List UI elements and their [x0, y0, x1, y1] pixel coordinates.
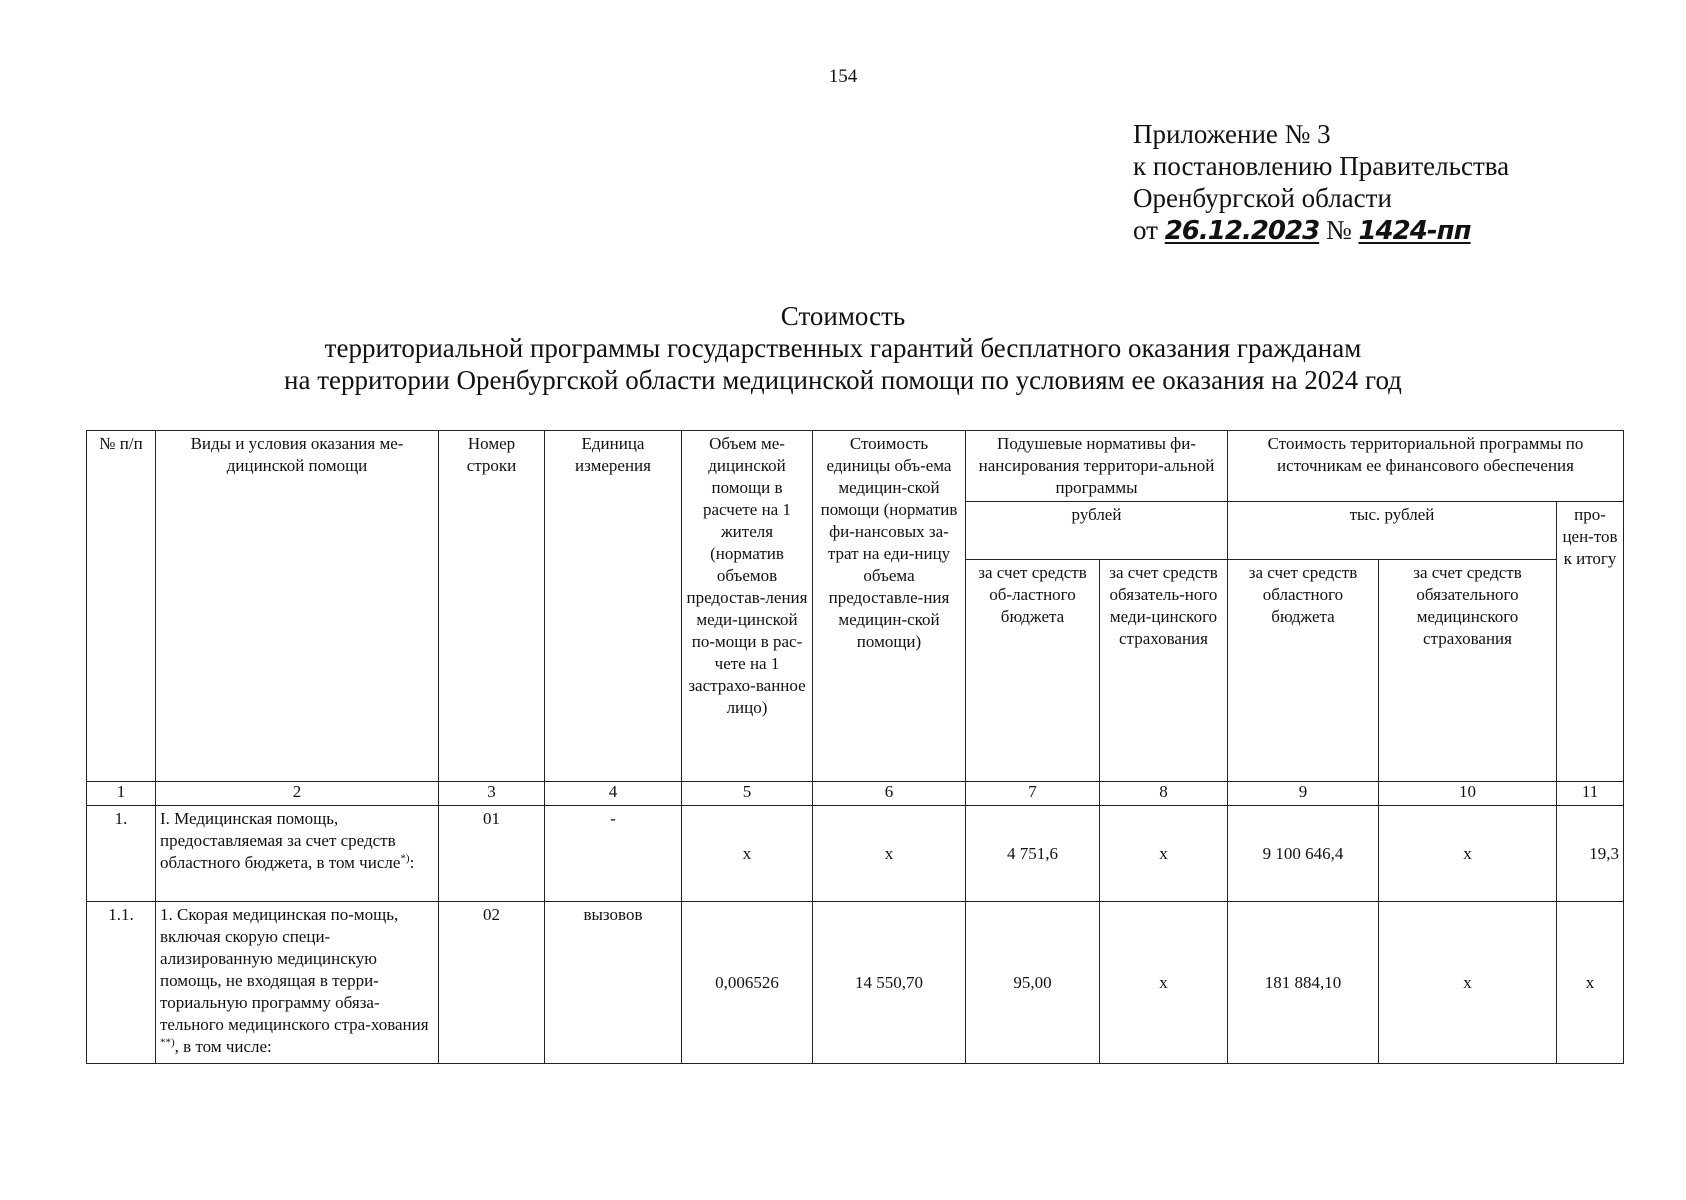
row-unit: вызовов — [545, 902, 682, 1064]
column-number: 2 — [156, 782, 439, 806]
row-line-number: 02 — [439, 902, 545, 1064]
table-row — [87, 806, 1624, 902]
appendix-block — [1133, 118, 1509, 247]
header-row-1 — [87, 431, 1624, 502]
row-no: 1. — [87, 806, 156, 902]
document-title — [0, 300, 1686, 396]
row-name — [156, 902, 439, 1064]
header-unit: Единица измерения — [545, 431, 682, 782]
header-per-capita-group: Подушевые нормативы фи-нансирования территори-альной программы — [966, 431, 1228, 502]
row-line-number: 01 — [439, 806, 545, 902]
title-line-2: территориальной программы государственных гарантий бесплатного оказания гражданам — [324, 333, 1362, 363]
appendix-date-line — [1133, 214, 1509, 247]
row-col8: х — [1100, 806, 1228, 902]
header-col7: за счет средств об-ластного бюджета — [966, 560, 1100, 782]
column-numbers-row — [87, 782, 1624, 806]
column-number: 7 — [966, 782, 1100, 806]
row-col8: х — [1100, 902, 1228, 1064]
header-total-cost-group: Стоимость территориальной программы по источникам ее финансового обеспечения — [1228, 431, 1624, 502]
header-col10: за счет средств обязательного медицинского страхования — [1379, 560, 1557, 782]
header-row-number: Номер строки — [439, 431, 545, 782]
column-number: 4 — [545, 782, 682, 806]
header-volume: Объем ме-дицинской помощи в расчете на 1 жителя (норматив объемов предостав-ления меди-цинской по-мощи в рас-чете на 1 застрахо-ванное лицо) — [682, 431, 813, 782]
row-col9: 181 884,10 — [1228, 902, 1379, 1064]
handwritten-number: 1424-пп — [1358, 216, 1471, 246]
row-volume: 0,006526 — [682, 902, 813, 1064]
date-prefix: от — [1133, 215, 1158, 245]
row-unit-cost: х — [813, 806, 966, 902]
row-col11: 19,3 — [1557, 806, 1624, 902]
row-col11: х — [1557, 902, 1624, 1064]
row-col9: 9 100 646,4 — [1228, 806, 1379, 902]
column-number: 8 — [1100, 782, 1228, 806]
title-line-1: Стоимость — [780, 301, 906, 331]
row-unit: - — [545, 806, 682, 902]
appendix-line-2: к постановлению Правительства — [1133, 151, 1510, 181]
appendix-line-1: Приложение № 3 — [1133, 119, 1331, 149]
column-number: 10 — [1379, 782, 1557, 806]
row-col10: х — [1379, 902, 1557, 1064]
row-name-footnote: **) — [160, 1036, 175, 1049]
row-name-text: 1. Скорая медицинская по-мощь, включая скорую специ-ализированную медицинскую помощь, не входящая в терри-ториальную программу обяза-тельного медицинского стра-хования — [160, 905, 429, 1034]
header-types: Виды и условия оказания ме-дицинской помощи — [156, 431, 439, 782]
header-unit-cost: Стоимость единицы объ-ема медицин-ской помощи (норматив фи-нансовых за-трат на еди-ницу объема предоставле-ния медицин-ской помощи) — [813, 431, 966, 782]
column-number: 9 — [1228, 782, 1379, 806]
row-name-footnote: *) — [400, 852, 410, 865]
header-col9: за счет средств областного бюджета — [1228, 560, 1379, 782]
header-thousand-rubles: тыс. рублей — [1228, 502, 1557, 560]
header-no: № п/п — [87, 431, 156, 782]
column-number: 5 — [682, 782, 813, 806]
row-name-text: I. Медицинская помощь, предоставляемая за счет средств областного бюджета, в том числе — [160, 809, 401, 872]
header-rubles: рублей — [966, 502, 1228, 560]
row-unit-cost: 14 550,70 — [813, 902, 966, 1064]
column-number: 6 — [813, 782, 966, 806]
row-no: 1.1. — [87, 902, 156, 1064]
header-percent: про-цен-тов к итогу — [1557, 502, 1624, 782]
row-name-tail: , в том числе: — [174, 1037, 272, 1056]
column-number: 3 — [439, 782, 545, 806]
title-line-3: на территории Оренбургской области медицинской помощи по условиям ее оказания на 2024 год — [284, 365, 1402, 395]
column-number: 1 — [87, 782, 156, 806]
row-col7: 95,00 — [966, 902, 1100, 1064]
appendix-line-3: Оренбургской области — [1133, 183, 1392, 213]
row-name — [156, 806, 439, 902]
row-name-tail: : — [409, 853, 415, 872]
cost-table — [86, 430, 1624, 1064]
page-number: 154 — [828, 66, 858, 87]
handwritten-date: 26.12.2023 — [1164, 216, 1320, 246]
row-col10: х — [1379, 806, 1557, 902]
table-row — [87, 902, 1624, 1064]
column-number: 11 — [1557, 782, 1624, 806]
number-sign: № — [1325, 215, 1352, 245]
row-col7: 4 751,6 — [966, 806, 1100, 902]
header-col8: за счет средств обязатель-ного меди-цинского страхования — [1100, 560, 1228, 782]
row-volume: х — [682, 806, 813, 902]
